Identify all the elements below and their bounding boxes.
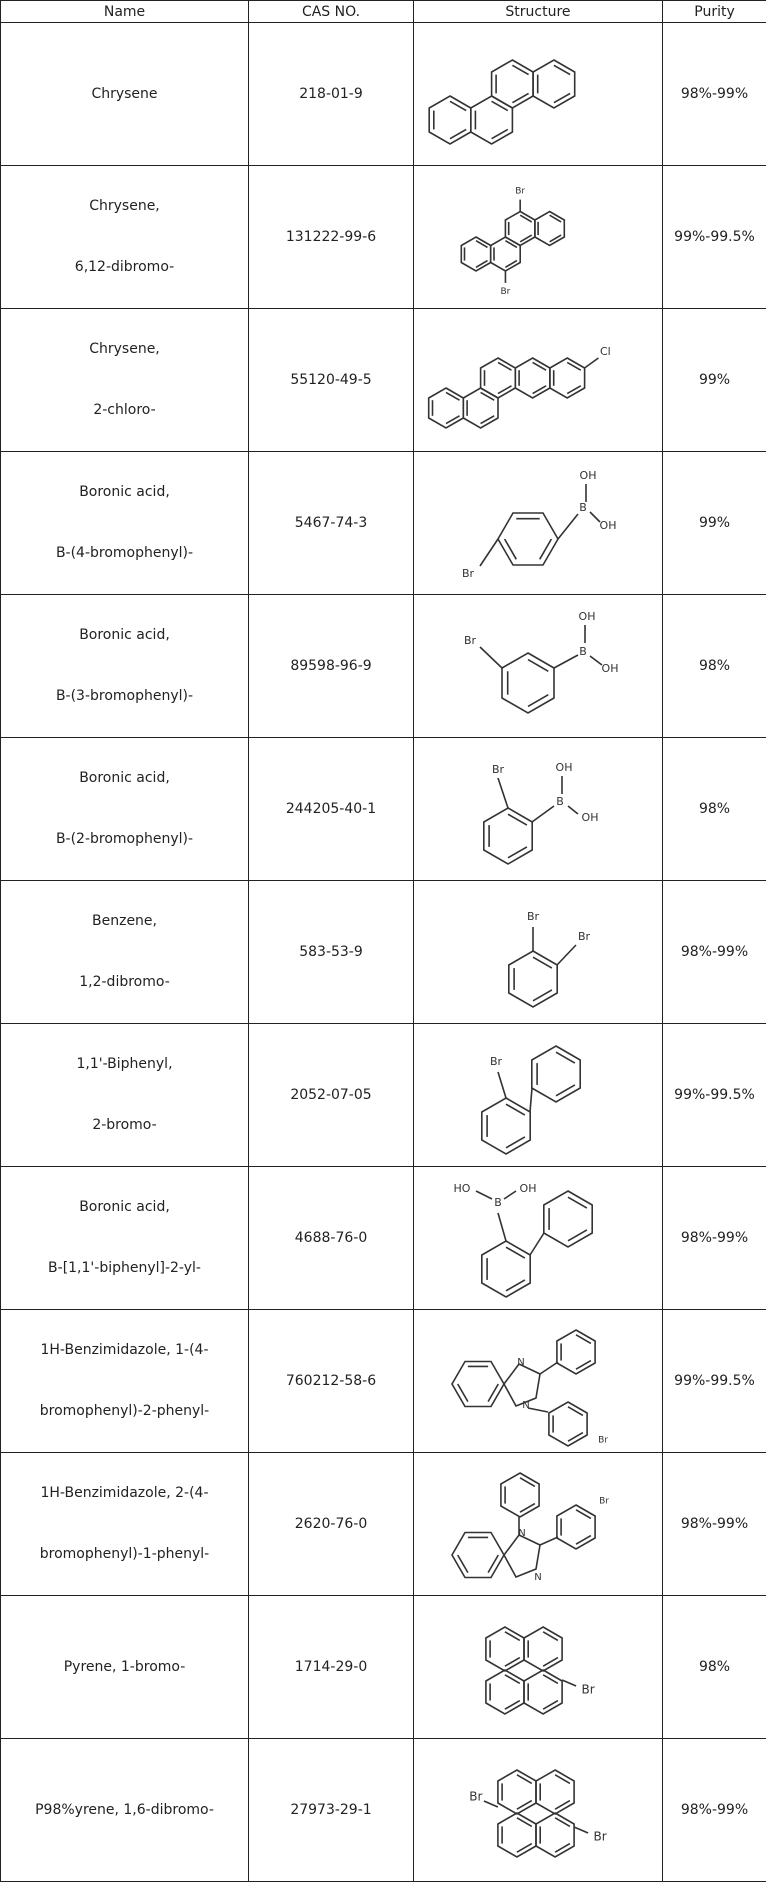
double-bond bbox=[492, 101, 508, 110]
double-bond bbox=[550, 235, 562, 242]
structure-svg bbox=[418, 168, 658, 306]
table-row bbox=[1, 166, 766, 309]
structure-diagram bbox=[414, 1596, 663, 1739]
double-bond bbox=[555, 1801, 570, 1810]
ring-bond bbox=[471, 96, 513, 144]
atom-label: B bbox=[579, 645, 587, 658]
double-bond bbox=[543, 1701, 558, 1710]
atom-label: Cl bbox=[599, 345, 611, 358]
compound-name-line1: 1H-Benzimidazole, 2-(4- bbox=[40, 1485, 209, 1502]
bond-line bbox=[590, 512, 600, 522]
compound-name bbox=[1, 452, 249, 595]
double-bond bbox=[505, 1675, 520, 1684]
atom-label: N bbox=[517, 1357, 525, 1368]
table-row bbox=[1, 452, 766, 595]
atom-label: N bbox=[534, 1572, 542, 1583]
atom-label: Br bbox=[461, 567, 475, 580]
purity-value: 99% bbox=[663, 452, 766, 595]
atom-label: HO bbox=[453, 1182, 471, 1195]
structure-svg bbox=[418, 1455, 658, 1593]
cas-number: 89598-96-9 bbox=[249, 595, 414, 738]
compound-name-line2: bromophenyl)-2-phenyl- bbox=[39, 1403, 210, 1419]
atom-label: B bbox=[494, 1196, 502, 1209]
table-row bbox=[1, 309, 766, 452]
cas-number: 131222-99-6 bbox=[249, 166, 414, 309]
cas-number: 27973-29-1 bbox=[249, 1739, 414, 1882]
double-bond bbox=[567, 386, 581, 394]
structure-diagram bbox=[414, 1453, 663, 1596]
atom-label: B bbox=[556, 795, 564, 808]
double-bond bbox=[476, 241, 488, 248]
compound-name bbox=[1, 1024, 249, 1167]
compound-name-line2: B-(4-bromophenyl)- bbox=[55, 545, 194, 561]
ring-bond bbox=[486, 1627, 524, 1671]
double-bond bbox=[517, 1818, 532, 1827]
bond-line bbox=[476, 1191, 492, 1199]
purity-value: 99%-99.5% bbox=[663, 1310, 766, 1453]
ring-bond bbox=[505, 212, 535, 246]
double-bond bbox=[543, 1658, 558, 1667]
cas-number: 4688-76-0 bbox=[249, 1167, 414, 1310]
header-cas: CAS NO. bbox=[249, 1, 414, 23]
double-bond bbox=[512, 93, 528, 102]
ring-bond bbox=[498, 513, 558, 565]
double-bond bbox=[554, 65, 570, 74]
purity-value: 98% bbox=[663, 595, 766, 738]
bond-line bbox=[574, 1827, 588, 1833]
double-bond bbox=[520, 235, 532, 242]
table-row bbox=[1, 1024, 766, 1167]
ring-bond bbox=[429, 96, 471, 144]
double-bond bbox=[533, 386, 547, 394]
atom-label: OH bbox=[581, 811, 599, 824]
compound-name bbox=[1, 1739, 249, 1882]
ring-bond bbox=[482, 1241, 530, 1297]
ring-bond bbox=[550, 358, 585, 398]
header-row bbox=[1, 1, 766, 23]
atom-label: Br bbox=[489, 1055, 503, 1068]
double-bond bbox=[533, 957, 552, 968]
atom-label: Br bbox=[515, 186, 526, 197]
cas-number: 2052-07-05 bbox=[249, 1024, 414, 1167]
table-row bbox=[1, 1310, 766, 1453]
double-bond bbox=[540, 539, 552, 559]
ring-bond bbox=[452, 1362, 504, 1407]
double-bond bbox=[508, 814, 527, 825]
double-bond bbox=[506, 1247, 525, 1258]
double-bond bbox=[555, 1818, 570, 1827]
ring-bond bbox=[524, 1670, 562, 1714]
bond-line bbox=[562, 1680, 576, 1686]
purity-value: 98%-99% bbox=[663, 881, 766, 1024]
ring-bond bbox=[463, 388, 498, 428]
double-bond bbox=[568, 1407, 583, 1416]
structure-diagram bbox=[414, 738, 663, 881]
double-bond bbox=[506, 1137, 525, 1148]
ring-bond bbox=[492, 60, 533, 108]
double-bond bbox=[528, 660, 548, 672]
table-row bbox=[1, 1167, 766, 1310]
double-bond bbox=[506, 1104, 525, 1115]
double-bond bbox=[508, 847, 527, 858]
structure-svg bbox=[418, 1741, 658, 1879]
atom-label: Br bbox=[500, 286, 511, 297]
double-bond bbox=[505, 1701, 520, 1710]
compound-name bbox=[1, 166, 249, 309]
purity-value: 98% bbox=[663, 738, 766, 881]
bond-line bbox=[585, 358, 599, 368]
bond-line bbox=[532, 806, 554, 822]
cas-number: 5467-74-3 bbox=[249, 452, 414, 595]
compound-name-line1: 1,1'-Biphenyl, bbox=[76, 1056, 173, 1073]
cas-number: 2620-76-0 bbox=[249, 1453, 414, 1596]
ring-bond bbox=[544, 1191, 592, 1247]
ring-bond bbox=[461, 237, 490, 271]
bond-line bbox=[498, 1213, 506, 1241]
double-bond bbox=[568, 1197, 587, 1208]
compound-name-line2: B-(2-bromophenyl)- bbox=[55, 831, 194, 847]
structure-diagram bbox=[414, 1739, 663, 1882]
atom-label: Br bbox=[526, 910, 540, 923]
double-bond bbox=[450, 101, 466, 110]
compound-name-line2: bromophenyl)-1-phenyl- bbox=[39, 1546, 210, 1562]
double-bond bbox=[528, 695, 548, 707]
compound-name-line1: 1H-Benzimidazole, 1-(4- bbox=[40, 1342, 209, 1359]
compound-name-line2: 2-chloro- bbox=[93, 402, 156, 418]
structure-svg bbox=[418, 1598, 658, 1736]
ring-bond bbox=[498, 1813, 536, 1857]
cas-number: 244205-40-1 bbox=[249, 738, 414, 881]
double-bond bbox=[517, 1801, 532, 1810]
header-structure: Structure bbox=[414, 1, 663, 23]
ring-bond bbox=[533, 60, 575, 108]
cas-number: 1714-29-0 bbox=[249, 1596, 414, 1739]
bond-line bbox=[480, 647, 502, 668]
double-bond bbox=[533, 990, 552, 1001]
bond-line bbox=[504, 1191, 516, 1199]
compound-name-line1: Chrysene, bbox=[89, 198, 160, 215]
atom-label: B bbox=[579, 501, 587, 514]
structure-diagram bbox=[414, 881, 663, 1024]
bond-line bbox=[530, 1088, 532, 1112]
bond-line bbox=[590, 656, 602, 665]
structure-svg bbox=[418, 883, 658, 1021]
purity-value: 99%-99.5% bbox=[663, 1024, 766, 1167]
ring-bond bbox=[535, 212, 564, 246]
bond-line bbox=[558, 514, 578, 539]
table-row bbox=[1, 1453, 766, 1596]
double-bond bbox=[506, 1280, 525, 1291]
double-bond bbox=[576, 1536, 591, 1545]
structure-svg bbox=[418, 25, 658, 163]
cas-number: 218-01-9 bbox=[249, 23, 414, 166]
structure-diagram bbox=[414, 166, 663, 309]
ring-bond bbox=[452, 1533, 504, 1578]
compound-name-line2: 2-bromo- bbox=[92, 1117, 157, 1133]
double-bond bbox=[533, 362, 547, 370]
ring-bond bbox=[532, 1046, 580, 1102]
compound-name-line1: Boronic acid, bbox=[79, 1199, 170, 1216]
atom-label: OH bbox=[519, 1182, 537, 1195]
table-row bbox=[1, 1739, 766, 1882]
ring-bond bbox=[486, 1670, 524, 1714]
double-bond bbox=[556, 1052, 575, 1063]
structure-diagram bbox=[414, 309, 663, 452]
compound-name-line1: Boronic acid, bbox=[79, 484, 170, 501]
double-bond bbox=[543, 1675, 558, 1684]
ring-bond bbox=[509, 951, 557, 1007]
compound-name-line2: B-[1,1'-biphenyl]-2-yl- bbox=[48, 1260, 201, 1276]
structure-diagram bbox=[414, 595, 663, 738]
compound-name-line1: P98%yrene, 1,6-dibromo- bbox=[35, 1801, 214, 1818]
purity-value: 99%-99.5% bbox=[663, 166, 766, 309]
atom-label: OH bbox=[555, 761, 573, 774]
compound-name-line1: Boronic acid, bbox=[79, 627, 170, 644]
atom-label: Br bbox=[577, 930, 591, 943]
double-bond bbox=[488, 1555, 498, 1573]
atom-label: N bbox=[518, 1528, 526, 1539]
atom-label: Br bbox=[599, 1496, 609, 1507]
double-bond bbox=[576, 1335, 591, 1344]
compound-name-line1: Chrysene, bbox=[89, 341, 160, 358]
double-bond bbox=[505, 539, 517, 559]
cas-number: 55120-49-5 bbox=[249, 309, 414, 452]
double-bond bbox=[498, 386, 512, 394]
purity-value: 98%-99% bbox=[663, 1167, 766, 1310]
double-bond bbox=[520, 1504, 535, 1513]
cas-number: 583-53-9 bbox=[249, 881, 414, 1024]
purity-value: 98%-99% bbox=[663, 1739, 766, 1882]
structure-svg bbox=[418, 454, 658, 592]
structure-svg bbox=[418, 1169, 658, 1307]
compound-name bbox=[1, 738, 249, 881]
compound-name-line2: B-(3-bromophenyl)- bbox=[55, 688, 194, 704]
bond-line bbox=[480, 539, 498, 566]
atom-label: OH bbox=[578, 610, 596, 623]
compound-name-line1: Boronic acid, bbox=[79, 770, 170, 787]
purity-value: 98%-99% bbox=[663, 1453, 766, 1596]
double-bond bbox=[446, 392, 460, 400]
ring-bond bbox=[536, 1813, 574, 1857]
structure-diagram bbox=[414, 452, 663, 595]
atom-label: Br bbox=[598, 1435, 608, 1446]
bond-line bbox=[530, 1233, 544, 1255]
double-bond bbox=[458, 1555, 468, 1573]
double-bond bbox=[568, 1433, 583, 1442]
double-bond bbox=[567, 362, 581, 370]
structure-svg bbox=[418, 1026, 658, 1164]
ring-bond bbox=[557, 1330, 595, 1374]
table-row bbox=[1, 595, 766, 738]
double-bond bbox=[492, 129, 508, 138]
double-bond bbox=[576, 1361, 591, 1370]
bond-line bbox=[528, 1408, 548, 1412]
ring-bond bbox=[429, 388, 464, 428]
header-purity: Purity bbox=[663, 1, 766, 23]
double-bond bbox=[556, 1085, 575, 1096]
table-row bbox=[1, 738, 766, 881]
compound-name bbox=[1, 1596, 249, 1739]
imidazole-ring bbox=[504, 1535, 540, 1577]
double-bond bbox=[481, 392, 495, 400]
structure-diagram bbox=[414, 1024, 663, 1167]
atom-label: Br bbox=[491, 763, 505, 776]
structure-svg bbox=[418, 597, 658, 735]
double-bond bbox=[498, 362, 512, 370]
double-bond bbox=[458, 1384, 468, 1402]
structure-diagram bbox=[414, 1310, 663, 1453]
table-row bbox=[1, 23, 766, 166]
structure-svg bbox=[418, 1312, 658, 1450]
bond-line bbox=[498, 1072, 506, 1098]
ring-bond bbox=[549, 1402, 587, 1446]
double-bond bbox=[520, 215, 532, 222]
ring-bond bbox=[501, 1473, 539, 1517]
double-bond bbox=[568, 1230, 587, 1241]
double-bond bbox=[450, 129, 466, 138]
ring-bond bbox=[481, 358, 516, 398]
compound-name-line2: 6,12-dibromo- bbox=[74, 259, 175, 275]
purity-value: 99% bbox=[663, 309, 766, 452]
bond-line bbox=[554, 655, 578, 668]
double-bond bbox=[550, 215, 562, 222]
double-bond bbox=[505, 1658, 520, 1667]
atom-label: Br bbox=[469, 1789, 483, 1804]
ring-bond bbox=[536, 1770, 574, 1814]
compound-name bbox=[1, 309, 249, 452]
table-row bbox=[1, 881, 766, 1024]
structure-diagram bbox=[414, 1167, 663, 1310]
double-bond bbox=[476, 261, 488, 268]
bond-line bbox=[498, 778, 508, 808]
ring-bond bbox=[524, 1627, 562, 1671]
atom-label: OH bbox=[599, 519, 617, 532]
compound-name bbox=[1, 881, 249, 1024]
double-bond bbox=[517, 1775, 532, 1784]
compound-name bbox=[1, 595, 249, 738]
structure-svg bbox=[418, 740, 658, 878]
purity-value: 98% bbox=[663, 1596, 766, 1739]
table-row bbox=[1, 1596, 766, 1739]
atom-label: Br bbox=[593, 1829, 607, 1844]
double-bond bbox=[554, 93, 570, 102]
ring-bond bbox=[498, 1770, 536, 1814]
compound-name-line1: Pyrene, 1-bromo- bbox=[63, 1658, 186, 1675]
ring-bond bbox=[557, 1505, 595, 1549]
double-bond bbox=[555, 1775, 570, 1784]
double-bond bbox=[517, 1844, 532, 1853]
double-bond bbox=[543, 1632, 558, 1641]
double-bond bbox=[576, 1510, 591, 1519]
compound-name-line1: Chrysene bbox=[91, 85, 158, 102]
purity-value: 98%-99% bbox=[663, 23, 766, 166]
bond-line bbox=[540, 1362, 558, 1374]
ring-bond bbox=[502, 653, 554, 713]
compound-name-line1: Benzene, bbox=[92, 913, 157, 930]
bond-line bbox=[557, 945, 576, 965]
atom-label: Br bbox=[581, 1682, 595, 1697]
compound-name bbox=[1, 1310, 249, 1453]
compound-name bbox=[1, 23, 249, 166]
double-bond bbox=[505, 1632, 520, 1641]
atom-label: Br bbox=[463, 634, 477, 647]
double-bond bbox=[512, 65, 528, 74]
atom-label: OH bbox=[579, 469, 597, 482]
double-bond bbox=[520, 1478, 535, 1487]
compound-name bbox=[1, 1167, 249, 1310]
compound-name bbox=[1, 1453, 249, 1596]
atom-label: N bbox=[522, 1400, 530, 1411]
bond-line bbox=[568, 806, 578, 814]
atom-label: OH bbox=[601, 662, 619, 675]
double-bond bbox=[555, 1844, 570, 1853]
double-bond bbox=[446, 416, 460, 424]
header-name: Name bbox=[1, 1, 249, 23]
structure-diagram bbox=[414, 23, 663, 166]
ring-bond bbox=[515, 358, 550, 398]
structure-svg bbox=[418, 311, 658, 449]
double-bond bbox=[481, 416, 495, 424]
bond-line bbox=[540, 1537, 558, 1545]
ring-bond bbox=[482, 1098, 530, 1154]
compound-name-line2: 1,2-dibromo- bbox=[79, 974, 170, 990]
cas-number: 760212-58-6 bbox=[249, 1310, 414, 1453]
double-bond bbox=[488, 1384, 498, 1402]
bond-line bbox=[484, 1801, 498, 1807]
ring-bond bbox=[484, 808, 532, 864]
